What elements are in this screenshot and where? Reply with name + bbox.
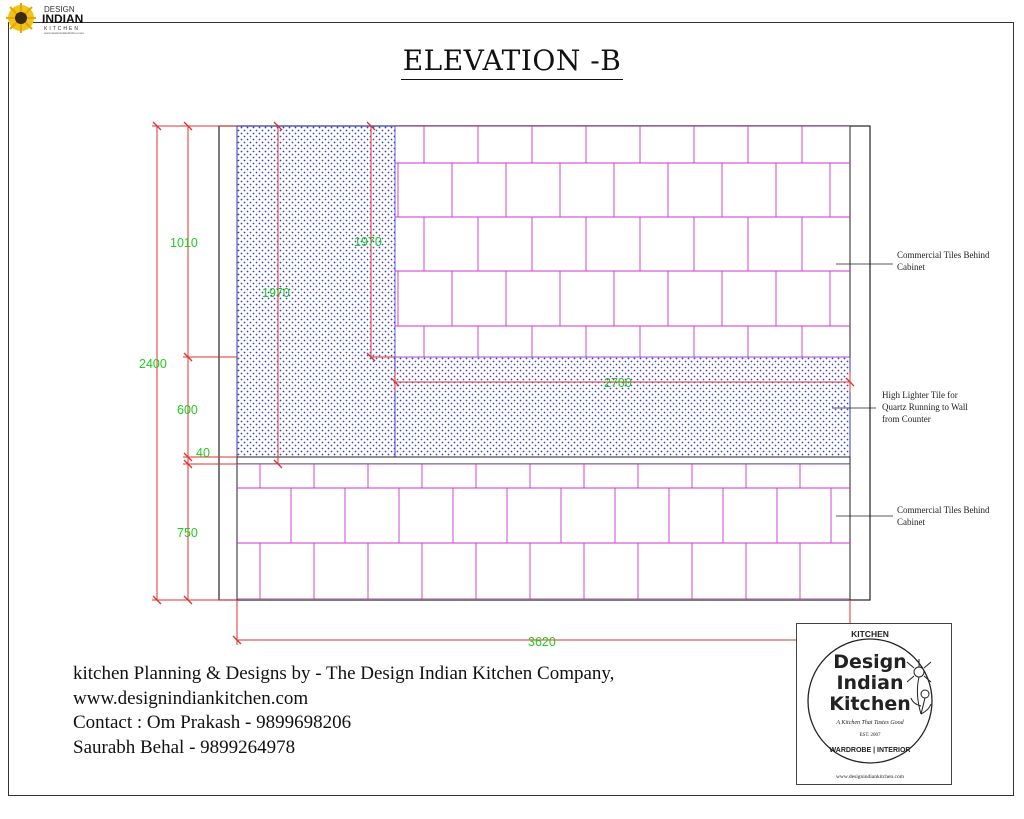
title-text: ELEVATION -B (401, 44, 624, 80)
stamp-logo (797, 624, 951, 784)
upper-commercial-tiles (395, 126, 850, 357)
stamp-top-text: KITCHEN (851, 629, 889, 639)
info-line-credit: kitchen Planning & Designs by - The Design Indian Kitchen Company, (73, 663, 615, 684)
lower-commercial-tiles (237, 464, 850, 599)
dim-tall-unit: 1970 (262, 286, 290, 300)
logo-word-kitchen: KITCHEN (44, 26, 80, 32)
dim-counter-run: 2700 (604, 376, 632, 390)
highlighter-tile-band (395, 357, 850, 457)
note-lower-tiles-1: Commercial Tiles Behind (897, 505, 990, 515)
stamp-name-indian: Indian (836, 672, 904, 694)
dim-base: 750 (177, 526, 198, 540)
logo-word-indian: INDIAN (42, 12, 84, 26)
dim-upper: 1010 (170, 236, 198, 250)
stamp-established: EST. 2007 (859, 733, 881, 738)
info-line-contact-1: Contact : Om Prakash - 9899698206 (73, 712, 352, 733)
note-upper-tiles-2: Cabinet (897, 262, 925, 272)
stamp-tagline: A Kitchen That Tastes Good (836, 720, 904, 726)
note-highlighter-2: Quartz Running to Wall (882, 402, 968, 412)
dim-total-width: 3620 (528, 635, 556, 649)
dim-total-height: 2400 (139, 357, 167, 371)
dim-tall-right: 1970 (354, 235, 382, 249)
stamp-url: www.designindiankitchen.com (835, 774, 905, 780)
company-info (73, 662, 614, 760)
stamp-bottom-text: WARDROBE | INTERIOR (829, 747, 911, 754)
note-highlighter-3: from Counter (882, 414, 931, 424)
note-highlighter-1: High Lighter Tile for (882, 390, 958, 400)
counter-top (237, 457, 850, 464)
logo-url: www.designindiankitchen.com (44, 31, 85, 34)
note-upper-tiles-1: Commercial Tiles Behind (897, 250, 990, 260)
company-stamp (796, 623, 952, 785)
stamp-name-design: Design (833, 651, 907, 673)
logo-word-design: DESIGN (44, 5, 75, 14)
info-line-website: www.designindiankitchen.com (73, 687, 309, 709)
dim-counter: 40 (196, 446, 210, 460)
stamp-name-kitchen: Kitchen (829, 693, 911, 715)
note-lower-tiles-2: Cabinet (897, 517, 925, 527)
dim-backsplash: 600 (177, 403, 198, 417)
info-line-contact-2: Saurabh Behal - 9899264978 (73, 736, 296, 758)
